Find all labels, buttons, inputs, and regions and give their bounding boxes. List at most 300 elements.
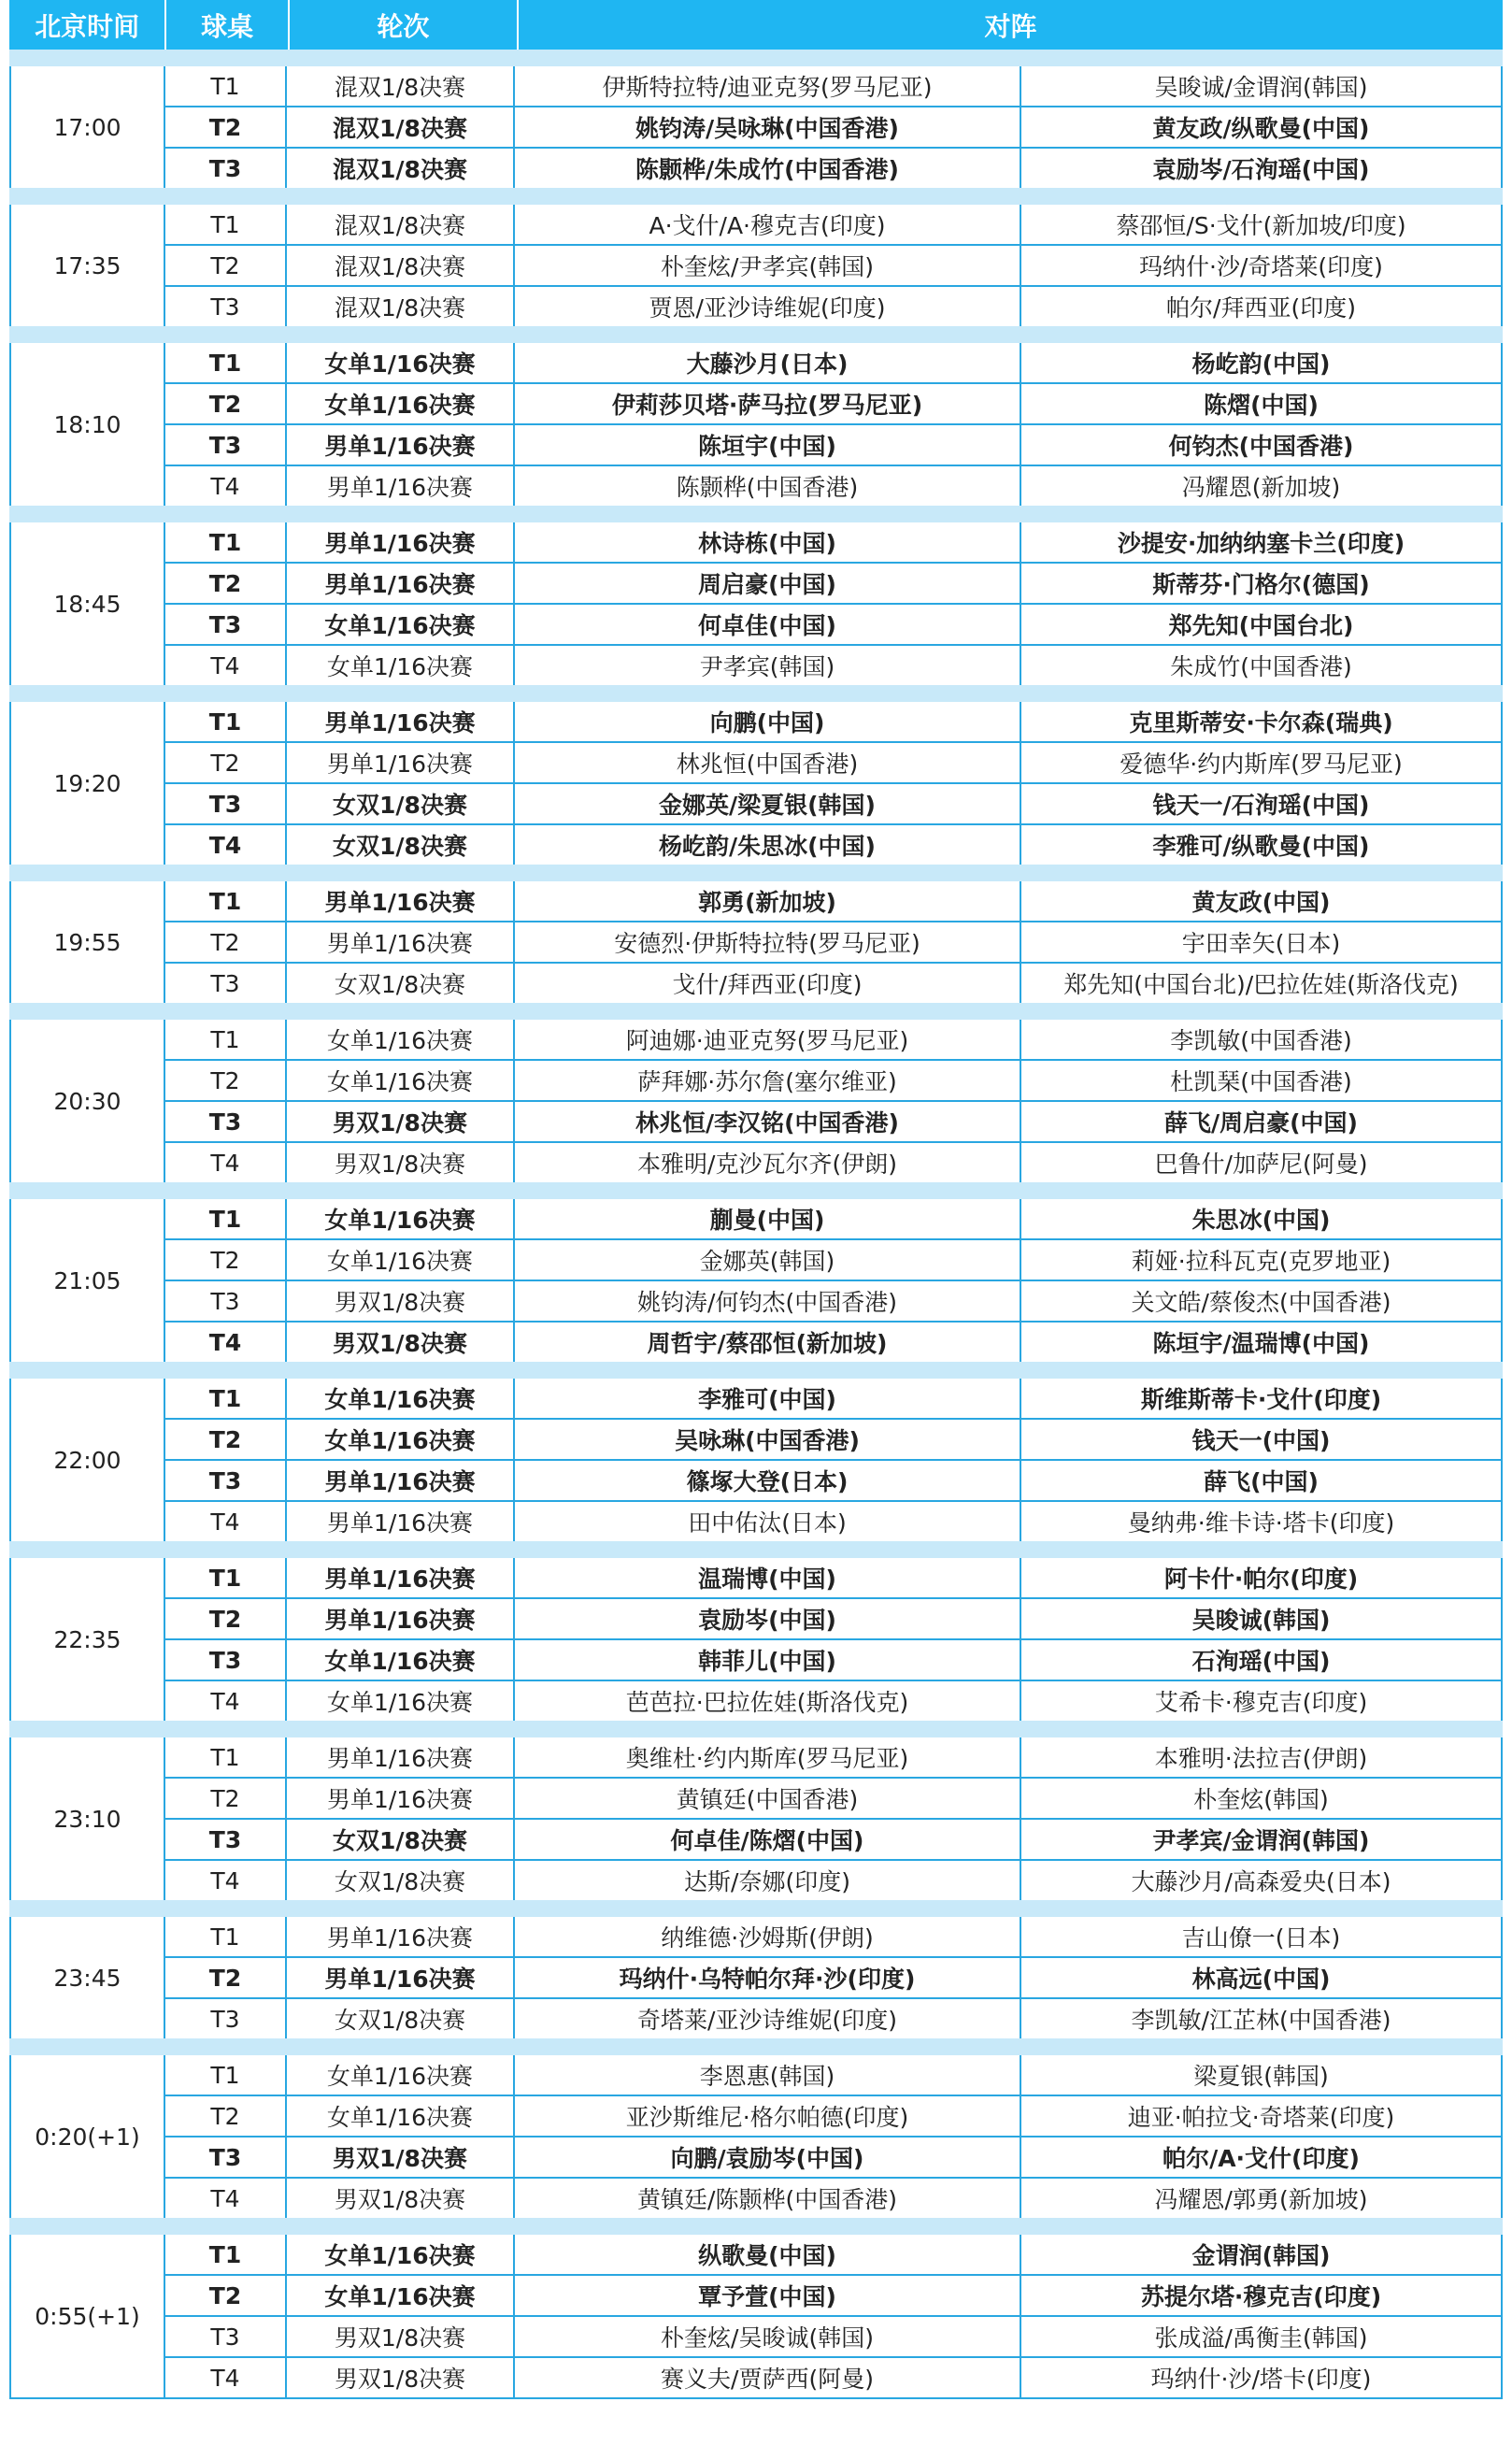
time-slot xyxy=(9,702,1503,865)
slot-separator xyxy=(9,1900,1503,1917)
match-row xyxy=(165,1737,1501,1779)
cell-round: 女单1/16决赛 xyxy=(287,343,515,382)
cell-player2: 朱思冰(中国) xyxy=(1191,1207,1331,1234)
cell-player1: 温瑞博(中国) xyxy=(515,1558,1021,1597)
cell-round: 女单1/16决赛 xyxy=(287,1061,515,1100)
cell-round: 男双1/8决赛 xyxy=(287,1281,515,1321)
cell-player2: 艾希卡·穆克吉(印度) xyxy=(1154,1689,1368,1716)
time-slot xyxy=(9,2055,1503,2218)
cell-round: 男双1/8决赛 xyxy=(287,1102,515,1141)
cell-table: T4 xyxy=(165,1681,287,1721)
cell-round: 女单1/16决赛 xyxy=(287,1020,515,1059)
cell-player1: 姚钧涛/何钧杰(中国香港) xyxy=(515,1281,1021,1321)
cell-player1: 林兆恒(中国香港) xyxy=(515,743,1021,782)
cell-round: 男单1/16决赛 xyxy=(287,881,515,921)
cell-table: T4 xyxy=(165,1861,287,1900)
match-row xyxy=(165,1281,1501,1323)
cell-player1: 杨屹韵/朱思冰(中国) xyxy=(515,825,1021,865)
cell-player2: 大藤沙月/高森爱央(日本) xyxy=(1131,1868,1391,1895)
cell-player1: A·戈什/A·穆克吉(印度) xyxy=(515,205,1021,244)
cell-table: T1 xyxy=(165,1917,287,1956)
cell-table: T3 xyxy=(165,1281,287,1321)
cell-player1: 陈颢桦/朱成竹(中国香港) xyxy=(515,149,1021,188)
match-row xyxy=(165,1820,1501,1861)
match-row xyxy=(165,1640,1501,1681)
cell-table: T2 xyxy=(165,246,287,285)
cell-round: 女单1/16决赛 xyxy=(287,384,515,423)
match-row xyxy=(165,1061,1501,1102)
cell-round: 男双1/8决赛 xyxy=(287,2358,515,2397)
cell-table: T4 xyxy=(165,646,287,685)
cell-player1: 林诗栋(中国) xyxy=(515,522,1021,562)
cell-round: 女双1/8决赛 xyxy=(287,1999,515,2038)
cell-table: T2 xyxy=(165,1420,287,1459)
cell-round: 男单1/16决赛 xyxy=(287,1779,515,1818)
cell-round: 混双1/8决赛 xyxy=(287,107,515,147)
cell-round: 女单1/16决赛 xyxy=(287,1640,515,1680)
time-slot xyxy=(9,1917,1503,2038)
match-row xyxy=(165,1020,1501,1061)
cell-player2: 袁励岑/石洵瑶(中国) xyxy=(1152,156,1370,183)
cell-player2: 薛飞(中国) xyxy=(1204,1468,1319,1495)
match-row xyxy=(165,1102,1501,1143)
cell-round: 男双1/8决赛 xyxy=(287,2138,515,2177)
slot-separator xyxy=(9,188,1503,205)
cell-player2: 陈垣宇/温瑞博(中国) xyxy=(1152,1330,1370,1357)
slot-time: 20:30 xyxy=(11,1020,165,1182)
cell-table: T4 xyxy=(165,1143,287,1182)
cell-player1: 吴咏琳(中国香港) xyxy=(515,1420,1021,1459)
cell-player1: 朴奎炫/尹孝宾(韩国) xyxy=(515,246,1021,285)
slot-separator xyxy=(9,1541,1503,1558)
match-row xyxy=(165,1240,1501,1281)
cell-table: T1 xyxy=(165,66,287,106)
cell-round: 女单1/16决赛 xyxy=(287,1240,515,1280)
cell-table: T2 xyxy=(165,2276,287,2315)
match-row xyxy=(165,1599,1501,1640)
cell-table: T3 xyxy=(165,425,287,465)
cell-table: T3 xyxy=(165,287,287,326)
cell-table: T2 xyxy=(165,564,287,603)
cell-round: 女双1/8决赛 xyxy=(287,784,515,823)
time-slot xyxy=(9,1199,1503,1362)
slot-separator xyxy=(9,2218,1503,2235)
cell-player2: 玛纳什·沙/奇塔莱(印度) xyxy=(1139,253,1383,280)
cell-table: T1 xyxy=(165,1558,287,1597)
cell-player2: 帕尔/拜西亚(印度) xyxy=(1166,294,1356,322)
cell-table: T1 xyxy=(165,2235,287,2274)
cell-player2: 宇田幸矢(日本) xyxy=(1181,930,1341,957)
slot-time: 17:00 xyxy=(11,66,165,188)
cell-table: T3 xyxy=(165,605,287,644)
cell-round: 男单1/16决赛 xyxy=(287,1737,515,1777)
match-row xyxy=(165,1779,1501,1820)
slot-time: 22:00 xyxy=(11,1379,165,1541)
cell-table: T2 xyxy=(165,384,287,423)
slot-separator xyxy=(9,506,1503,522)
cell-table: T2 xyxy=(165,922,287,962)
match-row xyxy=(165,564,1501,605)
match-row xyxy=(165,384,1501,425)
cell-round: 男双1/8决赛 xyxy=(287,2179,515,2218)
cell-table: T3 xyxy=(165,2138,287,2177)
header-match: 对阵 xyxy=(984,10,1037,42)
cell-table: T1 xyxy=(165,2055,287,2095)
cell-player2: 陈熠(中国) xyxy=(1204,392,1319,419)
cell-round: 女单1/16决赛 xyxy=(287,2055,515,2095)
cell-player1: 尹孝宾(韩国) xyxy=(515,646,1021,685)
cell-player1: 郭勇(新加坡) xyxy=(515,881,1021,921)
cell-player2: 迪亚·帕拉戈·奇塔莱(印度) xyxy=(1127,2104,1395,2131)
cell-round: 男单1/16决赛 xyxy=(287,466,515,506)
cell-player2: 玛纳什·沙/塔卡(印度) xyxy=(1150,2366,1372,2393)
header-table: 球桌 xyxy=(166,0,290,50)
match-row xyxy=(165,1861,1501,1900)
match-row xyxy=(165,2055,1501,2096)
cell-round: 男单1/16决赛 xyxy=(287,1599,515,1638)
cell-table: T4 xyxy=(165,2179,287,2218)
cell-table: T3 xyxy=(165,2317,287,2356)
slot-time: 18:45 xyxy=(11,522,165,685)
cell-round: 混双1/8决赛 xyxy=(287,246,515,285)
match-row xyxy=(165,246,1501,287)
cell-player1: 伊莉莎贝塔·萨马拉(罗马尼亚) xyxy=(515,384,1021,423)
cell-player2: 朴奎炫(韩国) xyxy=(1193,1786,1329,1813)
cell-player2: 钱天一/石洵瑶(中国) xyxy=(1152,792,1370,819)
match-row xyxy=(165,881,1501,922)
time-slot xyxy=(9,1020,1503,1182)
cell-player2: 斯维斯蒂卡·戈什(印度) xyxy=(1140,1386,1382,1413)
cell-player1: 达斯/奈娜(印度) xyxy=(515,1861,1021,1900)
cell-round: 男单1/16决赛 xyxy=(287,564,515,603)
table-header xyxy=(9,0,1503,50)
cell-player2: 郑先知(中国台北) xyxy=(1168,612,1354,639)
cell-round: 女单1/16决赛 xyxy=(287,1420,515,1459)
slot-separator xyxy=(9,1721,1503,1737)
cell-round: 男单1/16决赛 xyxy=(287,1502,515,1541)
cell-player2: 帕尔/A·戈什(印度) xyxy=(1163,2145,1360,2172)
cell-player2: 石洵瑶(中国) xyxy=(1191,1648,1331,1675)
cell-player2: 张成溢/禹衡圭(韩国) xyxy=(1154,2324,1368,2352)
time-slot xyxy=(9,522,1503,685)
match-row xyxy=(165,205,1501,246)
cell-player1: 赛义夫/贾萨西(阿曼) xyxy=(515,2358,1021,2397)
cell-player1: 戈什/拜西亚(印度) xyxy=(515,964,1021,1003)
cell-player2: 关文皓/蔡俊杰(中国香港) xyxy=(1131,1289,1391,1316)
cell-player2: 克里斯蒂安·卡尔森(瑞典) xyxy=(1129,709,1393,736)
cell-round: 女单1/16决赛 xyxy=(287,605,515,644)
cell-player2: 何钧杰(中国香港) xyxy=(1168,433,1354,460)
slot-separator xyxy=(9,1003,1503,1020)
cell-player2: 沙提安·加纳纳塞卡兰(印度) xyxy=(1117,530,1405,557)
cell-player2: 杜凯琹(中国香港) xyxy=(1170,1068,1352,1095)
cell-player1: 李雅可(中国) xyxy=(515,1379,1021,1418)
cell-player2: 薛飞/周启豪(中国) xyxy=(1164,1109,1358,1137)
match-row xyxy=(165,1502,1501,1541)
time-slot xyxy=(9,1379,1503,1541)
match-row xyxy=(165,784,1501,825)
cell-player1: 芭芭拉·巴拉佐娃(斯洛伐克) xyxy=(515,1681,1021,1721)
cell-round: 男双1/8决赛 xyxy=(287,1143,515,1182)
cell-player1: 玛纳什·乌特帕尔拜·沙(印度) xyxy=(515,1958,1021,1997)
cell-player1: 纳维德·沙姆斯(伊朗) xyxy=(515,1917,1021,1956)
cell-table: T1 xyxy=(165,522,287,562)
cell-player2: 阿卡什·帕尔(印度) xyxy=(1163,1566,1359,1593)
cell-table: T2 xyxy=(165,1240,287,1280)
cell-table: T4 xyxy=(165,1323,287,1362)
slot-separator xyxy=(9,50,1503,66)
cell-round: 女单1/16决赛 xyxy=(287,2235,515,2274)
match-row xyxy=(165,646,1501,685)
slot-time: 0:55(+1) xyxy=(11,2235,165,2397)
cell-player1: 奥维杜·约内斯库(罗马尼亚) xyxy=(515,1737,1021,1777)
cell-round: 女单1/16决赛 xyxy=(287,1379,515,1418)
cell-player1: 陈垣宇(中国) xyxy=(515,425,1021,465)
slot-time: 0:20(+1) xyxy=(11,2055,165,2218)
cell-table: T4 xyxy=(165,466,287,506)
cell-table: T2 xyxy=(165,107,287,147)
cell-table: T1 xyxy=(165,1737,287,1777)
cell-round: 男单1/16决赛 xyxy=(287,1917,515,1956)
cell-player2: 本雅明·法拉吉(伊朗) xyxy=(1154,1745,1368,1772)
cell-player1: 大藤沙月(日本) xyxy=(515,343,1021,382)
match-row xyxy=(165,522,1501,564)
cell-player1: 周启豪(中国) xyxy=(515,564,1021,603)
match-row xyxy=(165,1958,1501,1999)
cell-round: 混双1/8决赛 xyxy=(287,205,515,244)
cell-table: T1 xyxy=(165,1199,287,1238)
cell-round: 男双1/8决赛 xyxy=(287,1323,515,1362)
cell-table: T3 xyxy=(165,1102,287,1141)
time-slot xyxy=(9,1737,1503,1900)
cell-round: 男单1/16决赛 xyxy=(287,702,515,741)
slot-separator xyxy=(9,865,1503,881)
match-row xyxy=(165,107,1501,149)
cell-player2: 黄友政(中国) xyxy=(1191,889,1331,916)
time-slot xyxy=(9,343,1503,506)
cell-round: 男单1/16决赛 xyxy=(287,1461,515,1500)
cell-player1: 亚沙斯维尼·格尔帕德(印度) xyxy=(515,2096,1021,2136)
schedule-table xyxy=(9,0,1503,2399)
header-round: 轮次 xyxy=(290,0,519,50)
cell-round: 混双1/8决赛 xyxy=(287,287,515,326)
cell-round: 男单1/16决赛 xyxy=(287,1958,515,1997)
cell-round: 女单1/16决赛 xyxy=(287,646,515,685)
cell-player2: 李凯敏/江芷林(中国香港) xyxy=(1131,2007,1391,2034)
match-row xyxy=(165,964,1501,1003)
cell-player1: 李恩惠(韩国) xyxy=(515,2055,1021,2095)
cell-table: T3 xyxy=(165,964,287,1003)
cell-table: T2 xyxy=(165,1958,287,1997)
cell-player1: 蒯曼(中国) xyxy=(515,1199,1021,1238)
match-row xyxy=(165,1379,1501,1420)
slot-time: 17:35 xyxy=(11,205,165,326)
cell-player1: 贾恩/亚沙诗维妮(印度) xyxy=(515,287,1021,326)
cell-player2: 斯蒂芬·门格尔(德国) xyxy=(1152,571,1370,598)
time-slot xyxy=(9,66,1503,188)
cell-player1: 何卓佳/陈熠(中国) xyxy=(515,1820,1021,1859)
cell-player2: 钱天一(中国) xyxy=(1191,1427,1331,1454)
cell-round: 男单1/16决赛 xyxy=(287,1558,515,1597)
cell-player1: 何卓佳(中国) xyxy=(515,605,1021,644)
cell-player1: 林兆恒/李汉铭(中国香港) xyxy=(515,1102,1021,1141)
cell-table: T1 xyxy=(165,702,287,741)
cell-player1: 金娜英/梁夏银(韩国) xyxy=(515,784,1021,823)
time-slot xyxy=(9,205,1503,326)
match-row xyxy=(165,343,1501,384)
slot-time: 18:10 xyxy=(11,343,165,506)
cell-player1: 向鹏(中国) xyxy=(515,702,1021,741)
cell-round: 混双1/8决赛 xyxy=(287,149,515,188)
cell-player2: 杨屹韵(中国) xyxy=(1191,350,1331,378)
cell-round: 混双1/8决赛 xyxy=(287,66,515,106)
cell-player2: 金谓润(韩国) xyxy=(1191,2242,1331,2269)
slot-time: 21:05 xyxy=(11,1199,165,1362)
cell-player2: 吉山僚一(日本) xyxy=(1181,1924,1341,1952)
cell-player1: 周哲宇/蔡邵恒(新加坡) xyxy=(515,1323,1021,1362)
cell-table: T3 xyxy=(165,1461,287,1500)
slot-separator xyxy=(9,1182,1503,1199)
cell-player1: 伊斯特拉特/迪亚克努(罗马尼亚) xyxy=(515,66,1021,106)
cell-player2: 朱成竹(中国香港) xyxy=(1170,653,1352,680)
slot-time: 23:10 xyxy=(11,1737,165,1900)
match-row xyxy=(165,2179,1501,2218)
cell-player2: 冯耀恩(新加坡) xyxy=(1181,474,1341,501)
cell-round: 男单1/16决赛 xyxy=(287,522,515,562)
cell-table: T2 xyxy=(165,743,287,782)
cell-player1: 黄镇廷/陈颢桦(中国香港) xyxy=(515,2179,1021,2218)
slot-separator xyxy=(9,1362,1503,1379)
cell-player1: 安德烈·伊斯特拉特(罗马尼亚) xyxy=(515,922,1021,962)
cell-player1: 袁励岑(中国) xyxy=(515,1599,1021,1638)
slot-time: 22:35 xyxy=(11,1558,165,1721)
match-row xyxy=(165,66,1501,107)
cell-player2: 蔡邵恒/S·戈什(新加坡/印度) xyxy=(1116,212,1406,239)
cell-player1: 阿迪娜·迪亚克努(罗马尼亚) xyxy=(515,1020,1021,1059)
slot-time: 19:20 xyxy=(11,702,165,865)
cell-table: T2 xyxy=(165,1061,287,1100)
match-row xyxy=(165,149,1501,188)
match-row xyxy=(165,2096,1501,2138)
cell-table: T3 xyxy=(165,1640,287,1680)
cell-player2: 郑先知(中国台北)/巴拉佐娃(斯洛伐克) xyxy=(1063,971,1459,998)
cell-table: T1 xyxy=(165,343,287,382)
cell-player1: 韩菲儿(中国) xyxy=(515,1640,1021,1680)
time-slot xyxy=(9,2235,1503,2397)
cell-table: T2 xyxy=(165,2096,287,2136)
match-row xyxy=(165,1199,1501,1240)
cell-player2: 吴晙诚/金谓润(韩国) xyxy=(1154,74,1368,101)
match-row xyxy=(165,2138,1501,2179)
cell-player2: 尹孝宾/金谓润(韩国) xyxy=(1152,1827,1370,1854)
cell-player2: 爱德华·约内斯库(罗马尼亚) xyxy=(1120,751,1403,778)
cell-player2: 巴鲁什/加萨尼(阿曼) xyxy=(1154,1151,1368,1178)
cell-player1: 覃予萱(中国) xyxy=(515,2276,1021,2315)
cell-table: T3 xyxy=(165,1999,287,2038)
cell-player1: 纵歌曼(中国) xyxy=(515,2235,1021,2274)
cell-player1: 篠塚大登(日本) xyxy=(515,1461,1021,1500)
cell-player2: 冯耀恩/郭勇(新加坡) xyxy=(1154,2186,1368,2213)
cell-player1: 黄镇廷(中国香港) xyxy=(515,1779,1021,1818)
cell-player1: 陈颢桦(中国香港) xyxy=(515,466,1021,506)
cell-table: T4 xyxy=(165,2358,287,2397)
slot-time: 19:55 xyxy=(11,881,165,1003)
slot-separator xyxy=(9,685,1503,702)
cell-table: T2 xyxy=(165,1779,287,1818)
time-slot xyxy=(9,881,1503,1003)
schedule-body xyxy=(9,50,1503,2397)
cell-player2: 黄友政/纵歌曼(中国) xyxy=(1152,115,1370,142)
match-row xyxy=(165,1461,1501,1502)
match-row xyxy=(165,825,1501,865)
match-row xyxy=(165,425,1501,466)
match-row xyxy=(165,1323,1501,1362)
cell-round: 女双1/8决赛 xyxy=(287,825,515,865)
match-row xyxy=(165,1917,1501,1958)
cell-round: 女双1/8决赛 xyxy=(287,1861,515,1900)
cell-round: 女双1/8决赛 xyxy=(287,1820,515,1859)
cell-player1: 姚钧涛/吴咏琳(中国香港) xyxy=(515,107,1021,147)
match-row xyxy=(165,1558,1501,1599)
cell-round: 男单1/16决赛 xyxy=(287,922,515,962)
cell-player1: 本雅明/克沙瓦尔齐(伊朗) xyxy=(515,1143,1021,1182)
cell-round: 男双1/8决赛 xyxy=(287,2317,515,2356)
match-row xyxy=(165,743,1501,784)
cell-round: 女双1/8决赛 xyxy=(287,964,515,1003)
cell-player1: 朴奎炫/吴晙诚(韩国) xyxy=(515,2317,1021,2356)
match-row xyxy=(165,702,1501,743)
cell-table: T3 xyxy=(165,1820,287,1859)
cell-round: 女单1/16决赛 xyxy=(287,1681,515,1721)
match-row xyxy=(165,605,1501,646)
cell-player2: 李凯敏(中国香港) xyxy=(1170,1027,1352,1054)
match-row xyxy=(165,1999,1501,2038)
cell-player2: 莉娅·拉科瓦克(克罗地亚) xyxy=(1131,1248,1391,1275)
table-bottom-border xyxy=(9,2397,1503,2399)
match-row xyxy=(165,2358,1501,2397)
cell-player2: 吴晙诚(韩国) xyxy=(1191,1607,1331,1634)
cell-player2: 梁夏银(韩国) xyxy=(1193,2063,1329,2090)
cell-table: T1 xyxy=(165,1020,287,1059)
cell-player2: 曼纳弗·维卡诗·塔卡(印度) xyxy=(1127,1509,1395,1537)
cell-table: T3 xyxy=(165,784,287,823)
cell-player2: 李雅可/纵歌曼(中国) xyxy=(1152,833,1370,860)
cell-table: T1 xyxy=(165,881,287,921)
match-row xyxy=(165,2317,1501,2358)
match-row xyxy=(165,922,1501,964)
slot-time: 23:45 xyxy=(11,1917,165,2038)
cell-player1: 金娜英(韩国) xyxy=(515,1240,1021,1280)
cell-player2: 苏提尔塔·穆克吉(印度) xyxy=(1140,2283,1382,2310)
cell-round: 女单1/16决赛 xyxy=(287,1199,515,1238)
cell-table: T4 xyxy=(165,1502,287,1541)
cell-table: T3 xyxy=(165,149,287,188)
cell-table: T2 xyxy=(165,1599,287,1638)
slot-separator xyxy=(9,326,1503,343)
match-row xyxy=(165,466,1501,506)
cell-table: T4 xyxy=(165,825,287,865)
cell-player1: 向鹏/袁励岑(中国) xyxy=(515,2138,1021,2177)
cell-round: 男单1/16决赛 xyxy=(287,743,515,782)
cell-player1: 萨拜娜·苏尔詹(塞尔维亚) xyxy=(515,1061,1021,1100)
cell-table: T1 xyxy=(165,205,287,244)
cell-player1: 田中佑汰(日本) xyxy=(515,1502,1021,1541)
match-row xyxy=(165,287,1501,326)
match-row xyxy=(165,1681,1501,1721)
time-slot xyxy=(9,1558,1503,1721)
cell-table: T1 xyxy=(165,1379,287,1418)
cell-round: 女单1/16决赛 xyxy=(287,2276,515,2315)
